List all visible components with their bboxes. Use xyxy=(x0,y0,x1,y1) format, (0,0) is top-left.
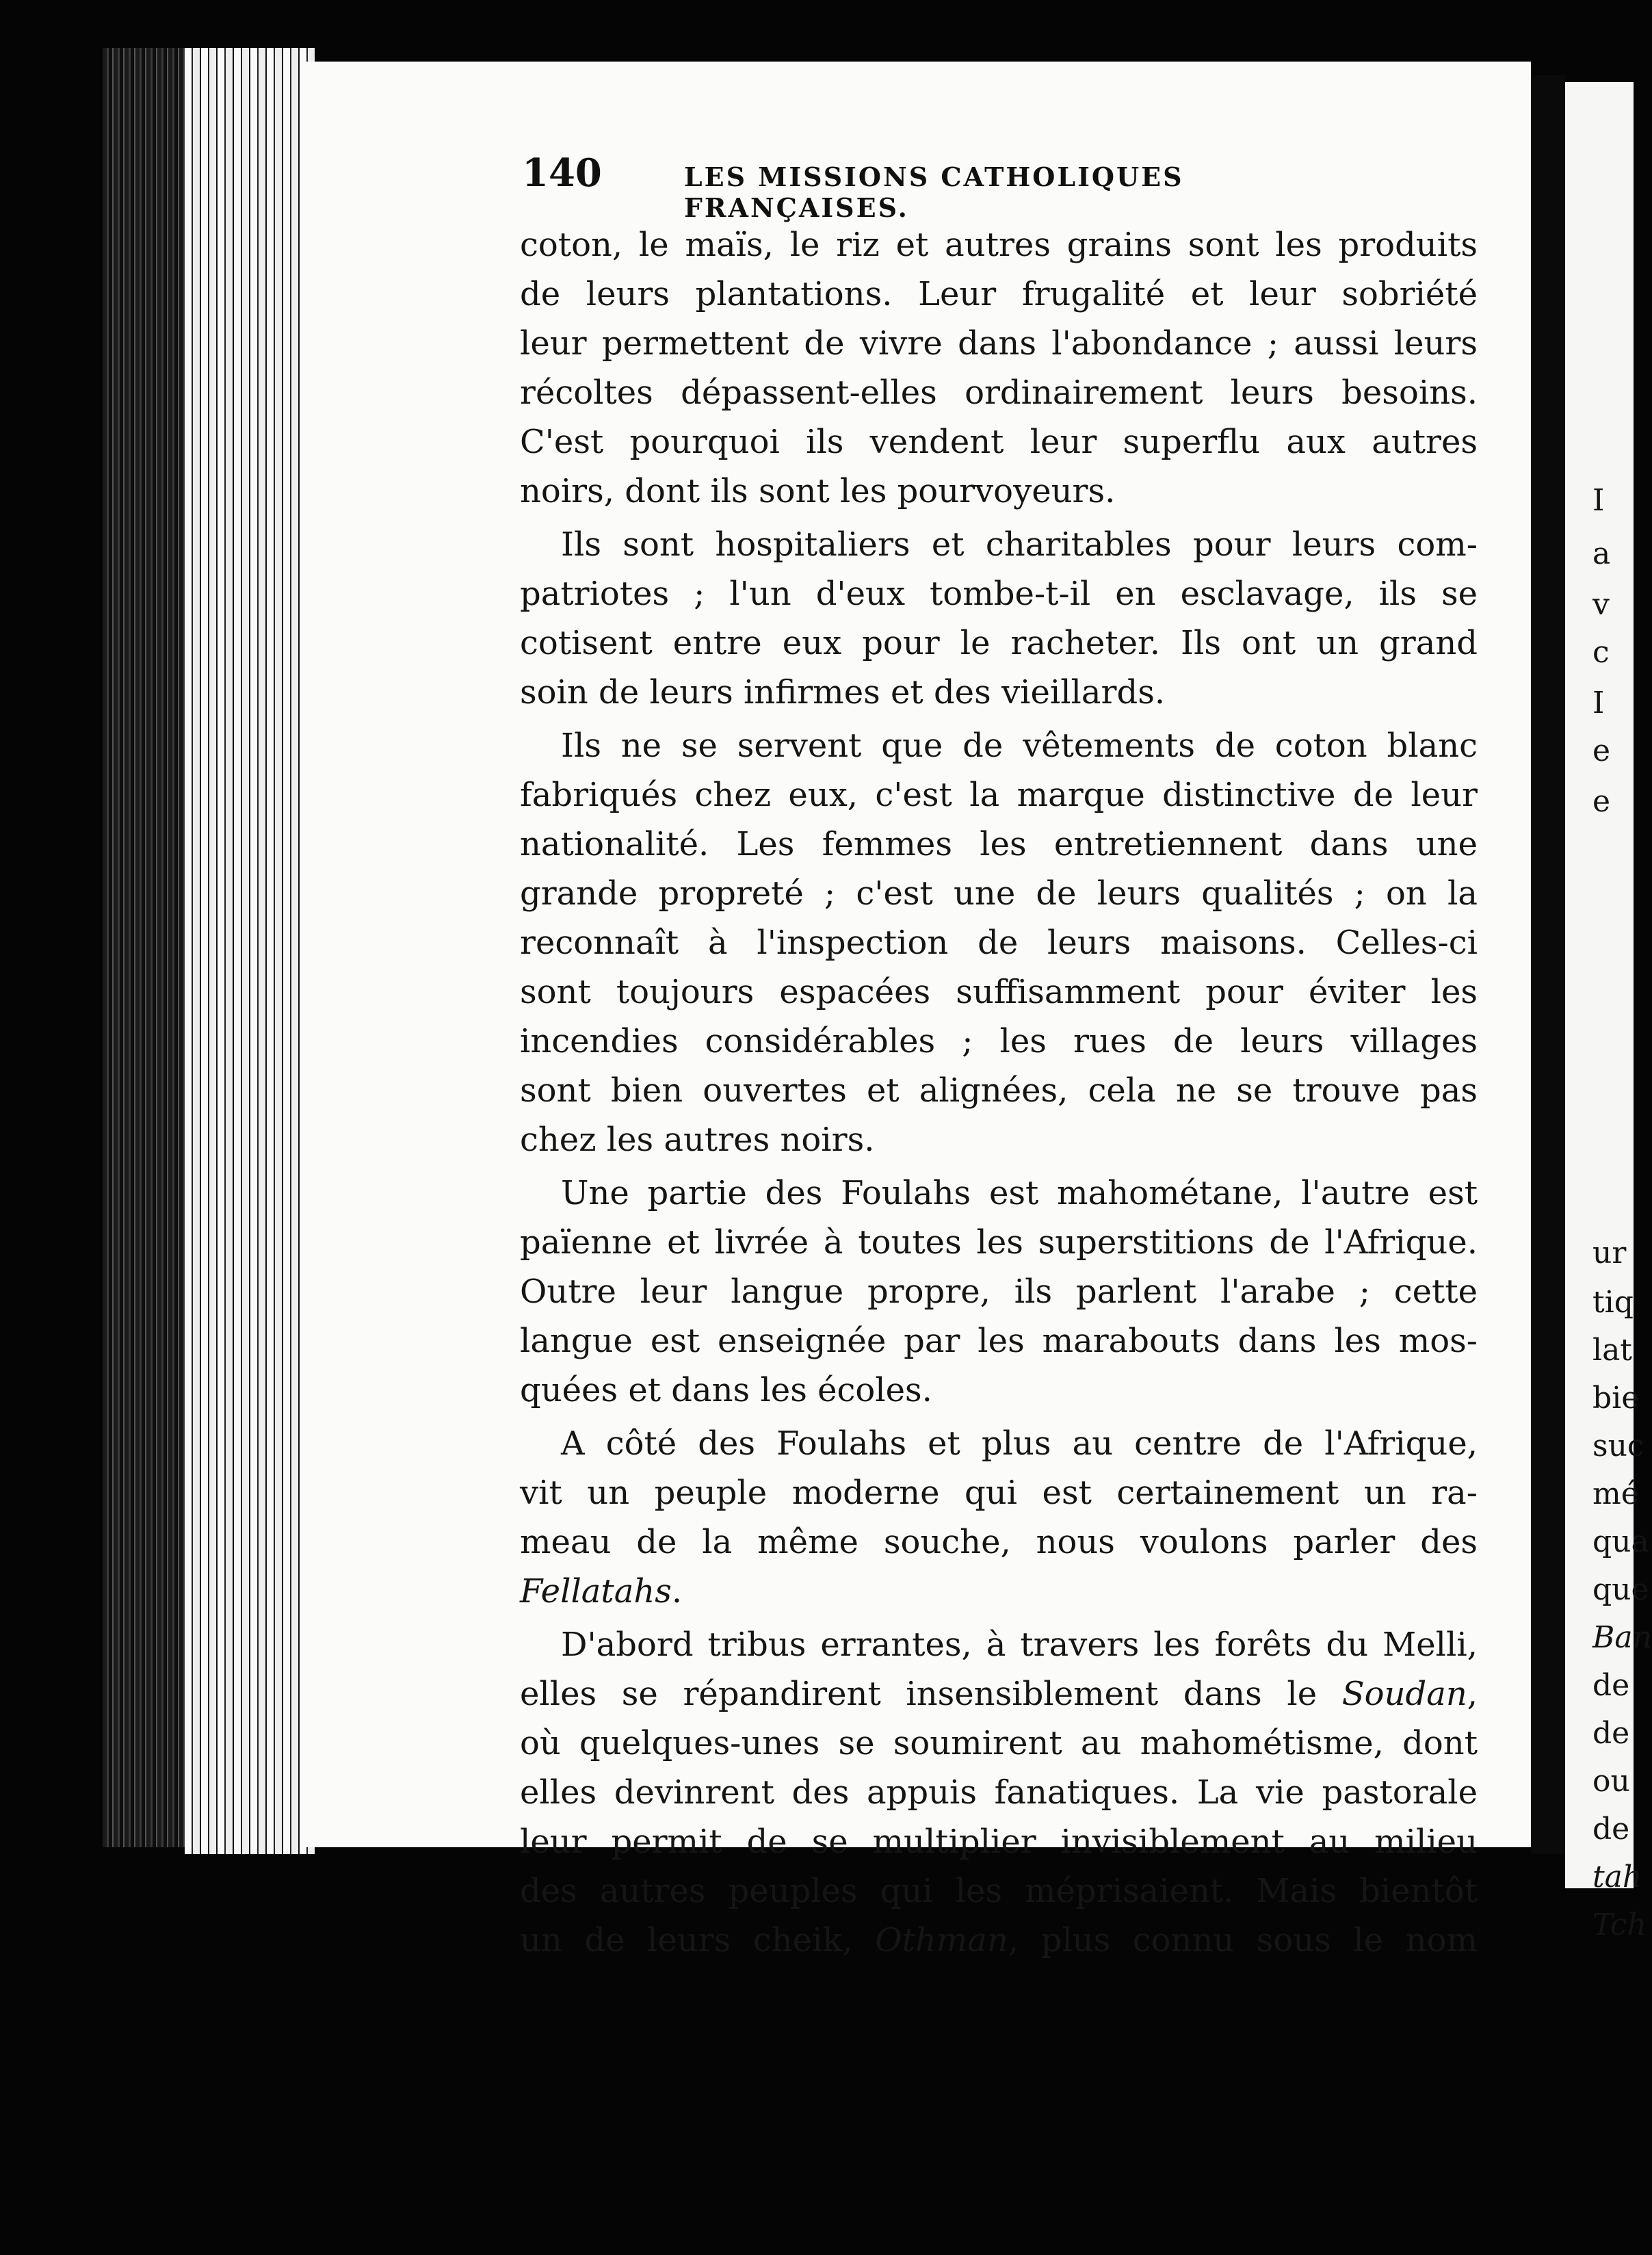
paragraph xyxy=(520,1419,1478,1616)
text-run: , xyxy=(1467,1675,1478,1713)
stacked-page-edges xyxy=(185,48,315,1854)
paragraph xyxy=(520,1169,1478,1415)
running-title: LES MISSIONS CATHOLIQUES FRANÇAISES. xyxy=(683,161,1184,223)
facing-fragment: e xyxy=(1592,733,1611,768)
facing-fragment: ur xyxy=(1592,1236,1627,1270)
text-line xyxy=(520,1719,1478,1768)
italic-term: Othman xyxy=(875,1921,1008,1959)
facing-fragment: I xyxy=(1592,686,1605,720)
text-line: cotisent entre eux pour le racheter. Ils ont un grand xyxy=(520,624,1478,662)
text-line: coton, le maïs, le riz et autres grains sont les produits xyxy=(520,226,1478,264)
text-line: Ils ne se servent que de vêtements de coton blanc xyxy=(561,727,1478,765)
text-run: , plus connu sous le nom xyxy=(1008,1921,1478,1959)
punctuation: . xyxy=(671,1572,683,1611)
text-run: elles devinrent des appuis fanatiques. La vie pastorale xyxy=(520,1773,1478,1812)
italic-term: Soudan xyxy=(1341,1675,1467,1713)
facing-fragment: de xyxy=(1592,1668,1630,1703)
text-run: D'abord tribus errantes, à travers les forêts du Melli, xyxy=(561,1626,1478,1664)
italic-term: Fellatahs xyxy=(520,1572,672,1611)
text-line xyxy=(520,1669,1478,1719)
text-line: Outre leur langue propre, ils parlent l'arabe ; cette xyxy=(520,1273,1478,1311)
facing-fragment: de xyxy=(1592,1812,1630,1847)
facing-fragment: ou xyxy=(1592,1764,1630,1799)
text-line xyxy=(520,1768,1478,1817)
running-header xyxy=(522,151,1329,223)
text-line xyxy=(520,1817,1478,1866)
text-run: elles se répandirent insensiblement dans le xyxy=(520,1675,1342,1713)
page-number: 140 xyxy=(522,151,602,196)
text-line: incendies considérables ; les rues de leurs villages xyxy=(520,1022,1478,1060)
text-line: C'est pourquoi ils vendent leur superflu aux autres xyxy=(520,423,1478,461)
facing-page xyxy=(1565,82,1652,1942)
text-run: où quelques-unes se soumirent au mahométisme, dont xyxy=(520,1724,1478,1762)
text-line xyxy=(520,1866,1478,1916)
book-gutter xyxy=(1531,75,1565,1854)
text-line xyxy=(520,1916,1478,1965)
text-line: fabriqués chez eux, c'est la marque distinctive de leur xyxy=(520,776,1478,814)
facing-fragment: que xyxy=(1592,1572,1649,1607)
text-line: vit un peuple moderne qui est certainement un ra- xyxy=(520,1474,1478,1512)
text-line: grande propreté ; c'est une de leurs qualités ; on la xyxy=(520,874,1478,913)
paragraph xyxy=(520,220,1478,516)
text-run: des autres peuples qui les méprisaient. Mais bientôt xyxy=(520,1872,1478,1910)
facing-fragment: tiq xyxy=(1592,1285,1634,1320)
text-line: leur permettent de vivre dans l'abondance ; aussi leurs xyxy=(520,324,1478,363)
facing-fragment: qua xyxy=(1592,1524,1649,1559)
facing-fragment: v xyxy=(1592,587,1610,622)
text-line: chez les autres noirs. xyxy=(520,1121,875,1159)
facing-fragment: I xyxy=(1592,483,1605,518)
text-line: quées et dans les écoles. xyxy=(520,1371,932,1409)
text-line: sont bien ouvertes et alignées, cela ne se trouve pas xyxy=(520,1071,1478,1110)
facing-fragment: lat xyxy=(1592,1333,1632,1368)
text-line: reconnaît à l'inspection de leurs maisons. Celles-ci xyxy=(520,924,1478,962)
facing-fragment: tah xyxy=(1592,1860,1642,1894)
text-line: A côté des Foulahs et plus au centre de l'Afrique, xyxy=(561,1424,1478,1463)
facing-fragment: a xyxy=(1592,536,1611,571)
text-line: nationalité. Les femmes les entretiennent dans une xyxy=(520,825,1478,863)
text-line: soin de leurs infirmes et des vieillards. xyxy=(520,673,1166,712)
text-line xyxy=(520,1567,1478,1616)
facing-fragment: e xyxy=(1592,784,1611,819)
text-line: païenne et livrée à toutes les superstitions de l'Afrique. xyxy=(520,1223,1478,1262)
facing-fragment: de xyxy=(1592,1716,1630,1751)
text-run: un de leurs cheik, xyxy=(520,1921,876,1959)
text-line: de leurs plantations. Leur frugalité et leur sobriété xyxy=(520,275,1478,313)
body-text xyxy=(520,220,1478,1969)
facing-fragment: c xyxy=(1592,635,1610,670)
text-line: sont toujours espacées suffisamment pour éviter les xyxy=(520,973,1478,1011)
text-line: langue est enseignée par les marabouts dans les mos- xyxy=(520,1322,1478,1360)
text-line: Ils sont hospitaliers et charitables pour leurs com- xyxy=(561,525,1478,564)
text-line: meau de la même souche, nous voulons parler des xyxy=(520,1523,1478,1561)
paragraph xyxy=(520,721,1478,1164)
text-line xyxy=(520,1620,1478,1669)
book-spine-edge xyxy=(103,48,185,1847)
text-run: leur permit de se multiplier invisiblement au milieu xyxy=(520,1823,1478,1861)
facing-fragment: bie xyxy=(1592,1381,1640,1416)
text-line: Une partie des Foulahs est mahométane, l'autre est xyxy=(561,1174,1478,1212)
facing-fragment: Tch xyxy=(1592,1907,1647,1942)
facing-fragment: Ban xyxy=(1592,1620,1652,1655)
facing-fragment: mé xyxy=(1592,1476,1639,1511)
text-line: patriotes ; l'un d'eux tombe-t-il en esclavage, ils se xyxy=(520,575,1478,613)
text-line: récoltes dépassent-elles ordinairement leurs besoins. xyxy=(520,374,1478,412)
text-line: noirs, dont ils sont les pourvoyeurs. xyxy=(520,472,1116,510)
paragraph xyxy=(520,1620,1478,1965)
paragraph xyxy=(520,520,1478,717)
facing-fragment: suc xyxy=(1592,1429,1644,1463)
